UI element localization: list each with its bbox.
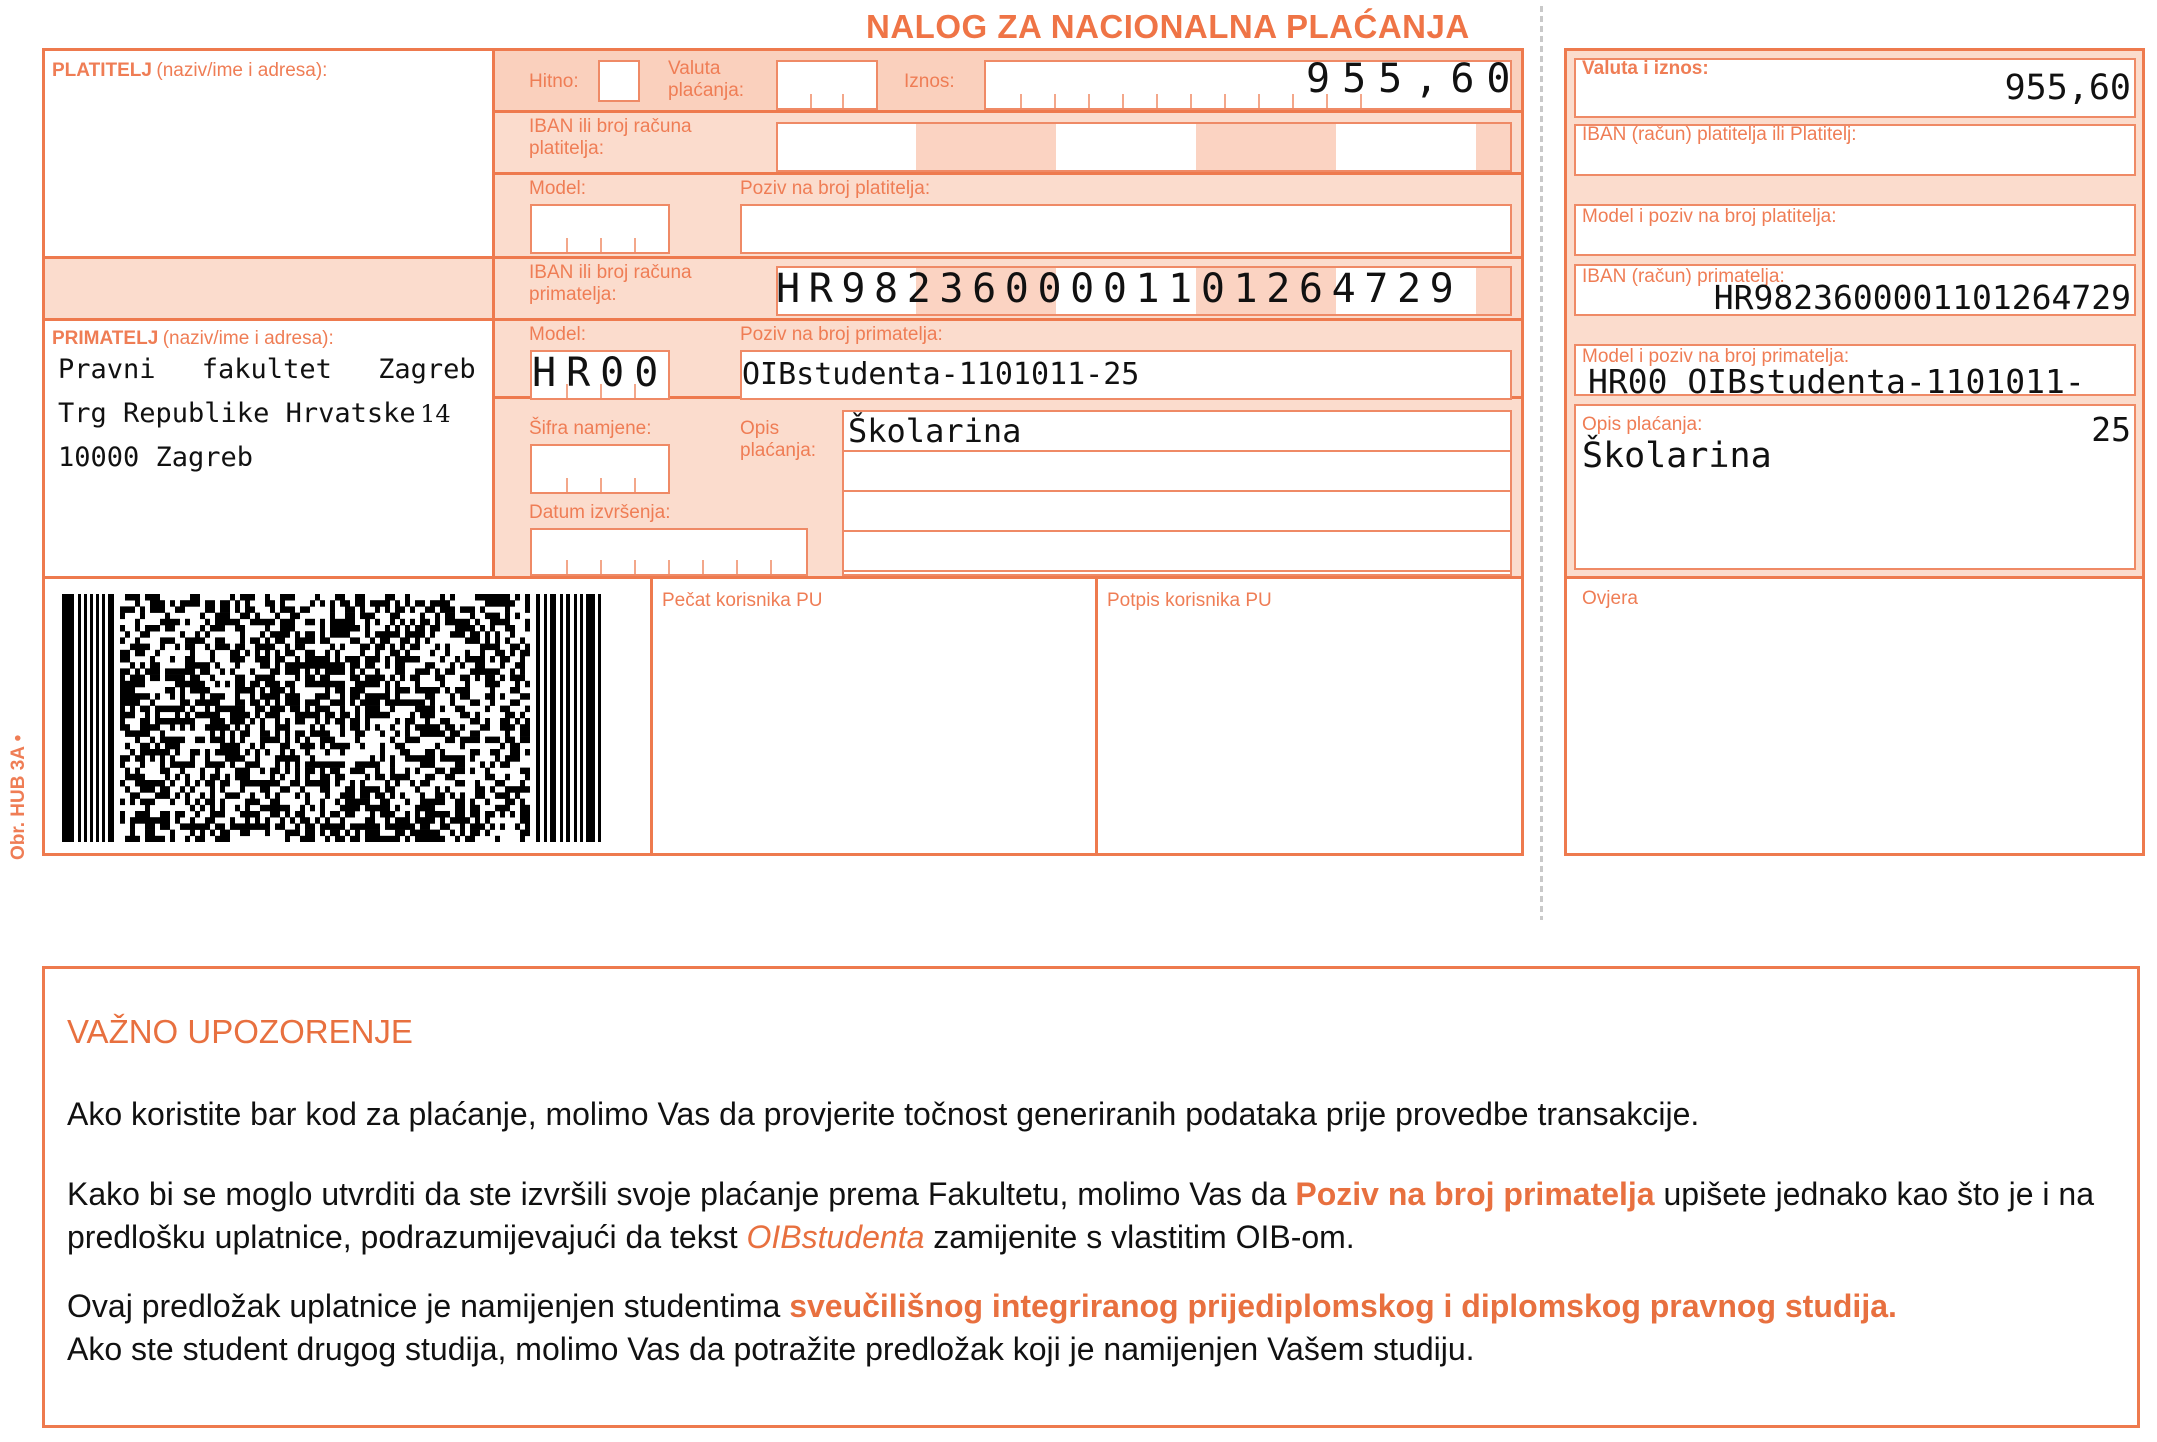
signature-area[interactable] — [1098, 620, 1522, 854]
currency-field[interactable] — [776, 60, 878, 110]
recipient-name: Pravni fakultet Zagreb — [58, 354, 476, 385]
amount-value: 955,60 — [1306, 56, 1523, 102]
notice-paragraph-2: Kako bi se moglo utvrditi da ste izvršili svoje plaćanje prema Fakultetu, molimo Vas da Poziv na broj primatelja upišete jednako kao što je i na predlošku uplatnice, podrazumijevajući da tekst OIBstudenta zamijenite s vlastitim OIB-om. — [67, 1176, 2094, 1255]
description-value: Školarina — [848, 412, 1022, 450]
receipt-amount-value: 955,60 — [2004, 68, 2131, 108]
purpose-code-field[interactable] — [530, 444, 670, 494]
notice-title: VAŽNO UPOZORENJE — [67, 1013, 413, 1050]
receipt-description-value: Školarina — [1582, 436, 1772, 476]
recipient-iban-label: IBAN ili broj računa primatelja: — [529, 262, 692, 305]
important-notice — [42, 966, 2140, 1428]
receipt-payer-label: IBAN (račun) platitelja ili Platitelj: — [1582, 124, 1857, 145]
recipient-model-label: Model: — [529, 324, 587, 345]
payer-ref-label: Poziv na broj platitelja: — [740, 178, 931, 199]
purpose-code-label: Šifra namjene: — [529, 418, 652, 439]
receipt — [1560, 48, 2145, 858]
recipient-model-value: HR00 — [532, 350, 669, 396]
recipient-ref-label: Poziv na broj primatelja: — [740, 324, 943, 345]
receipt-recipient-ref-label: Model i poziv na broj primatelja: — [1582, 346, 1850, 367]
execution-date-label: Datum izvršenja: — [529, 502, 671, 523]
receipt-payer-model-label: Model i poziv na broj platitelja: — [1582, 206, 1837, 227]
payer-iban-label: IBAN ili broj računa platitelja: — [529, 116, 692, 159]
notice-paragraph-1: Ako koristite bar kod za plaćanje, molimo Vas da provjerite točnost generiranih podataka prije provedbe transakcije. — [67, 1096, 1700, 1132]
payer-model-field[interactable] — [530, 204, 670, 254]
pdf417-barcode — [62, 594, 638, 842]
receipt-amount-label: Valuta i iznos: — [1582, 58, 1709, 79]
recipient-label: PRIMATELJ (naziv/ime i adresa): — [52, 328, 334, 349]
currency-label: Valuta plaćanja: — [668, 58, 745, 101]
notice-paragraph-3: Ovaj predložak uplatnice je namijenjen studentima sveučilišnog integriranog prijediplomskog i diplomskog pravnog studija. Ako ste student drugog studija, molimo Vas da potražite predložak koji je namijenjen Vašem studiju. — [67, 1288, 1897, 1367]
recipient-city: 10000 Zagreb — [58, 442, 254, 473]
description-label: Opis plaćanja: — [740, 418, 817, 461]
recipient-street: Trg Republike Hrvatske 14 — [58, 398, 451, 429]
execution-date-field[interactable] — [530, 528, 808, 576]
verification-area[interactable] — [1568, 618, 2140, 850]
verification-label: Ovjera — [1582, 588, 1638, 609]
stamp-label: Pečat korisnika PU — [662, 590, 823, 611]
urgent-label: Hitno: — [529, 71, 579, 92]
receipt-recipient-iban-value: HR9823600001101264729 — [1713, 278, 2131, 317]
recipient-ref-value: OIBstudenta-1101011-25 — [742, 357, 1140, 392]
receipt-description-label: Opis plaćanja: — [1582, 414, 1703, 435]
recipient-iban-value: HR9823600001101264729 — [776, 266, 1463, 312]
amount-label: Iznos: — [904, 71, 955, 92]
payer-model-label: Model: — [529, 178, 587, 199]
urgent-checkbox[interactable] — [598, 60, 640, 102]
payer-label: PLATITELJ (naziv/ime i adresa): — [52, 60, 328, 81]
payer-iban-field[interactable] — [776, 122, 1512, 172]
form-code-label: Obr. HUB 3A • — [8, 734, 29, 860]
signature-label: Potpis korisnika PU — [1107, 590, 1272, 611]
stamp-area[interactable] — [653, 620, 1093, 854]
form-title: NALOG ZA NACIONALNA PLAĆANJA — [866, 8, 1470, 45]
receipt-recipient-ref-value: HR00 OIBstudenta-1101011- — [1588, 362, 2085, 401]
tear-off-line — [1540, 6, 1543, 920]
payment-order-form — [0, 0, 1530, 870]
payer-ref-field[interactable] — [740, 204, 1512, 254]
receipt-recipient-iban-label: IBAN (račun) primatelja: — [1582, 266, 1785, 287]
receipt-recipient-ref-cont: 25 — [2091, 410, 2131, 449]
